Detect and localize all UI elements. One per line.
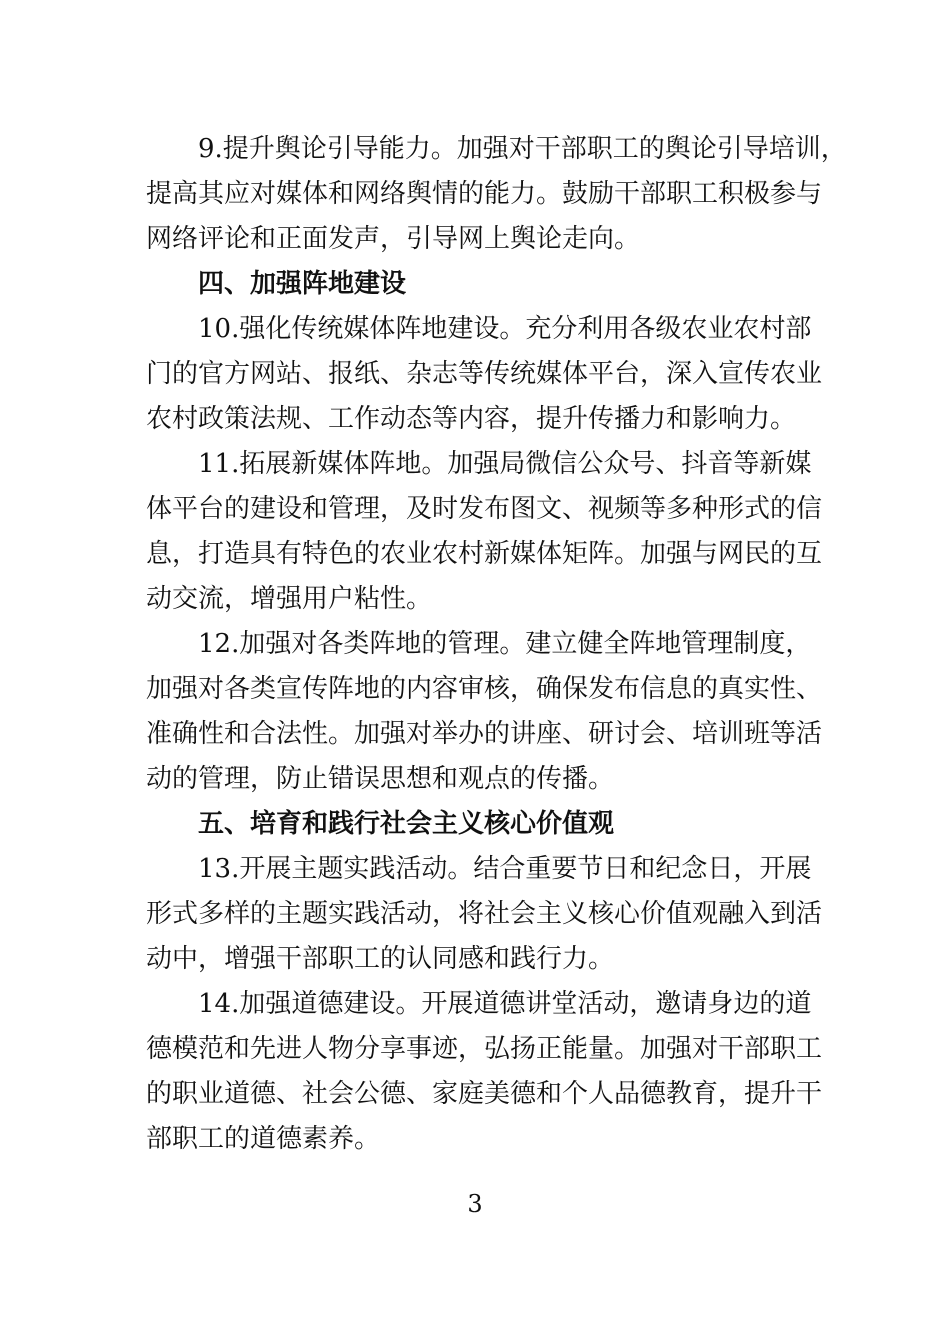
paragraph-11-line-1: 11.拓展新媒体阵地。加强局微信公众号、抖音等新媒	[198, 449, 812, 479]
paragraph-12-line-1: 12.加强对各类阵地的管理。建立健全阵地管理制度，	[198, 629, 812, 659]
page-number: 3	[467, 1190, 483, 1218]
paragraph-14-line-4: 部职工的道德素养。	[146, 1124, 381, 1154]
paragraph-9-line-1: 9.提升舆论引导能力。加强对干部职工的舆论引导培训，	[198, 134, 847, 164]
section-heading-5: 五、培育和践行社会主义核心价值观	[198, 809, 615, 839]
paragraph-13-line-3: 动中，增强干部职工的认同感和践行力。	[146, 944, 615, 974]
paragraph-14-line-1: 14.加强道德建设。开展道德讲堂活动，邀请身边的道	[198, 989, 812, 1019]
paragraph-11-line-2: 体平台的建设和管理，及时发布图文、视频等多种形式的信	[146, 494, 823, 524]
paragraph-12-line-3: 准确性和合法性。加强对举办的讲座、研讨会、培训班等活	[146, 719, 823, 749]
paragraph-9-line-2: 提高其应对媒体和网络舆情的能力。鼓励干部职工积极参与	[146, 179, 823, 209]
paragraph-10-line-2: 门的官方网站、报纸、杂志等传统媒体平台，深入宣传农业	[146, 359, 823, 389]
paragraph-11-line-4: 动交流，增强用户粘性。	[146, 584, 433, 614]
paragraph-10-line-1: 10.强化传统媒体阵地建设。充分利用各级农业农村部	[198, 314, 812, 344]
paragraph-12-line-2: 加强对各类宣传阵地的内容审核，确保发布信息的真实性、	[146, 674, 823, 704]
paragraph-14-line-3: 的职业道德、社会公德、家庭美德和个人品德教育，提升干	[146, 1079, 823, 1109]
paragraph-9-line-3: 网络评论和正面发声，引导网上舆论走向。	[146, 224, 641, 254]
paragraph-12-line-4: 动的管理，防止错误思想和观点的传播。	[146, 764, 615, 794]
paragraph-13-line-1: 13.开展主题实践活动。结合重要节日和纪念日，开展	[198, 854, 812, 884]
section-heading-4: 四、加强阵地建设	[198, 269, 407, 299]
paragraph-13-line-2: 形式多样的主题实践活动，将社会主义核心价值观融入到活	[146, 899, 823, 929]
paragraph-10-line-3: 农村政策法规、工作动态等内容，提升传播力和影响力。	[146, 404, 797, 434]
paragraph-14-line-2: 德模范和先进人物分享事迹，弘扬正能量。加强对干部职工	[146, 1034, 823, 1064]
paragraph-11-line-3: 息，打造具有特色的农业农村新媒体矩阵。加强与网民的互	[146, 539, 823, 569]
